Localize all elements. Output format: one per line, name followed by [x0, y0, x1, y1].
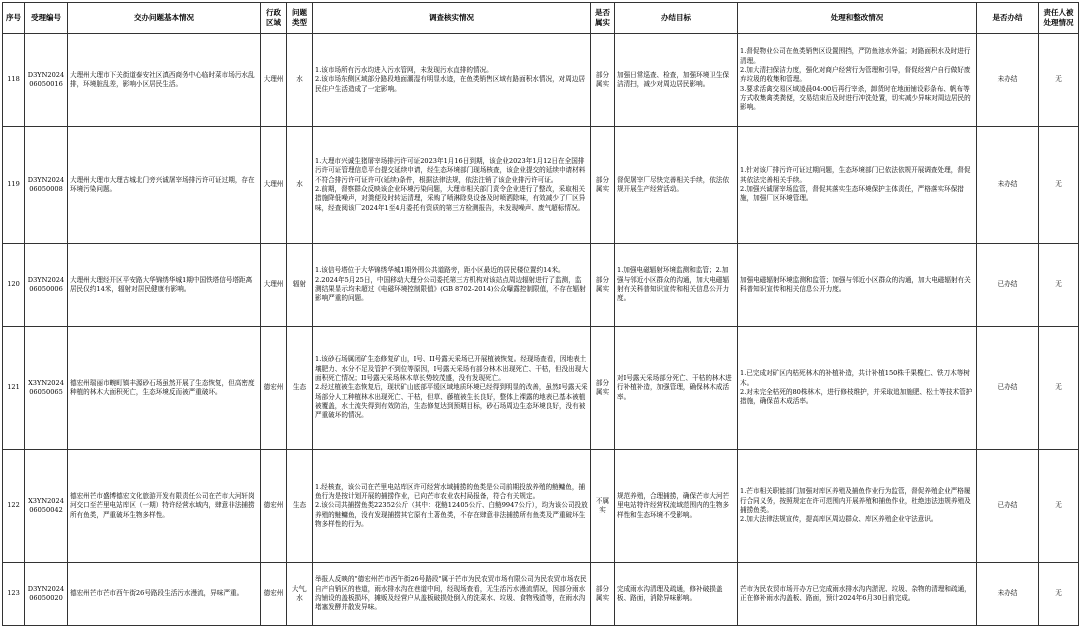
- report-table-wrapper: [2, 2, 1078, 626]
- cell-type: 水: [287, 127, 313, 244]
- cell-accountability: 无: [1039, 327, 1079, 450]
- cell-type: 水: [287, 34, 313, 127]
- cell-closed: 未办结: [977, 563, 1039, 626]
- cell-issue: 大理州大理经开区平安路大华锦绣华城1期中国铁塔信号塔距离居民仅约14米，辐射对居民健康有影响。: [68, 244, 261, 327]
- cell-region: 德宏州: [261, 450, 287, 563]
- cell-issue: 德宏州芒市芒市西午街26号路段生活污水漫流，异味严重。: [68, 563, 261, 626]
- investigation-line: 2.经过植被生态恢复后，现状矿山底部平缓区域地质环境已经得到明显的改善，虽然I号露天采场部分人工种植林木出现死亡、干枯，但草、藤植被生长良好，整体上裸露的地表已基本被植被覆盖，水土流失得到有效防治，生态修复达到预期目标，砂石场周边生态环境良好，没有被严重破坏的情况。: [315, 383, 588, 420]
- table-row: [3, 563, 1079, 626]
- cell-seq: 120: [3, 244, 25, 327]
- cell-accountability: 无: [1039, 244, 1079, 327]
- cell-seq: 123: [3, 563, 25, 626]
- table-row: [3, 244, 1079, 327]
- cell-handling: [738, 244, 977, 327]
- header-row: [3, 3, 1079, 34]
- inspection-table: [2, 2, 1079, 626]
- cell-goal: 完成雨水沟清理及疏通，修补破损盖板、路面，消除异味影响。: [615, 563, 738, 626]
- cell-handling: [738, 563, 977, 626]
- cell-code: D3YN2024 06050008: [25, 127, 68, 244]
- header-type: 问题类型: [287, 3, 313, 34]
- header-goal: 办结目标: [615, 3, 738, 34]
- cell-goal: 规范养殖，合理捕捞，确保芒市大河芒里电站特许经营权流域范围内的生物多样性和生态环境不受影响。: [615, 450, 738, 563]
- header-closed: 是否办结: [977, 3, 1039, 34]
- investigation-line: 1.该砂石场属闭矿生态修复矿山，I号、II号露天采场已开展植被恢复。经现场查看，因地表土壤肥力、水分不足及管护不到位等原因，I号露天采场有部分林木出现死亡、干枯，但没出现大面积死亡情况；II号露天采场林木草长势较茂盛，没有发现死亡。: [315, 355, 588, 383]
- handling-line: 1.针对该厂排污许可证过期问题，生态环境部门已依法依规开展调查处理，督促其依法完善相关手续。: [740, 166, 971, 184]
- handling-line: 1.督促物业公司在鱼类销售区设置围挡，严防鱼池水外溢；对路面积水及时进行清理。: [740, 47, 971, 65]
- investigation-line: 2.2024年5月25日，中国移动大理分公司委托第三方机构对该站点周边辐射进行了监测，监测结果显示均未超过《电磁环境控制限值》(GB 8702-2014)公众曝露控制限值，不存在辐射影响严重的问题。: [315, 275, 586, 303]
- cell-code: X3YN2024 06050042: [25, 450, 68, 563]
- cell-handling: [738, 34, 977, 127]
- cell-closed: 已办结: [977, 244, 1039, 327]
- cell-code: D3YN2024 06050016: [25, 34, 68, 127]
- cell-verified: 部分属实: [591, 34, 615, 127]
- cell-accountability: 无: [1039, 127, 1079, 244]
- cell-seq: 119: [3, 127, 25, 244]
- cell-verified: 部分属实: [591, 563, 615, 626]
- header-accountability: 责任人被处理情况: [1039, 3, 1079, 34]
- cell-handling: [738, 327, 977, 450]
- header-investigation: 调查核实情况: [313, 3, 591, 34]
- header-code: 受理编号: [25, 3, 68, 34]
- cell-investigation: [313, 34, 591, 127]
- cell-closed: 已办结: [977, 450, 1039, 563]
- cell-issue: 德宏州芒市盛博德宏文化旅游开发有限责任公司在芒市大河轩岗河交口至芒里电站库区（一期）特许经营水域内，肆意非法捕捞所有鱼类，严重破坏生物多样性。: [68, 450, 261, 563]
- cell-goal: 1.加强电磁辐射环境监测和监管；2.加强与邻近小区群众的沟通，加大电磁辐射有关科普知识宣传和相关信息公开力度。: [615, 244, 738, 327]
- handling-line: 2.加大清扫保洁力度，强化对商户经营行为管理和引导，督促经营户自行做好废弃垃圾的收集和管理。: [740, 66, 971, 84]
- cell-accountability: 无: [1039, 563, 1079, 626]
- table-row: [3, 34, 1079, 127]
- cell-investigation: [313, 127, 591, 244]
- cell-region: 大理州: [261, 244, 287, 327]
- cell-verified: 部分属实: [591, 327, 615, 450]
- cell-issue: 大理州大理市下关街道泰安社区滇西商务中心临时菜市场污水乱排，环境脏乱差，影响小区居民生活。: [68, 34, 261, 127]
- investigation-line: 1.该信号塔位于大华锦绣华城1期外围公共道路旁，距小区最近的居民楼位置约14米。: [315, 266, 565, 275]
- table-row: [3, 327, 1079, 450]
- cell-investigation: [313, 327, 591, 450]
- cell-code: D3YN2024 06050006: [25, 244, 68, 327]
- cell-issue: 德宏州瑞丽市畹町镇丰源砂石场虽然开展了生态恢复，但高密度种植的林木大面积死亡，生态环境反而被严重破坏。: [68, 327, 261, 450]
- handling-line: 3.要求活禽交易区域凌晨04:00后再行宰杀，卸货时在地面铺设彩条布、帆布等方式收集禽类粪便，交易结束后及时进行冲洗处置，切实减少异味对周边居民的影响。: [740, 84, 971, 112]
- investigation-line: 2.前期，督察群众反映该企业环境污染问题，大理市相关部门责令企业进行了整改，采取相关措施降低噪声，对粪便及时转运清理，采购了喷淋除臭设备及时喷洒除味，有效减少了厂区异味，经查阅该厂2024年1至4月委托有资质的第三方检测报告，未发现噪声、废气超标情况。: [315, 185, 586, 212]
- handling-line: 加强电磁辐射环境监测和监管；加强与邻近小区群众的沟通，加大电磁辐射有关科普知识宣传和相关信息公开力度。: [740, 275, 971, 293]
- cell-accountability: 无: [1039, 34, 1079, 127]
- cell-region: 德宏州: [261, 327, 287, 450]
- handling-line: 芒市为民农贸市场开办方已完成雨水排水沟内淤泥、垃圾、杂物的清理和疏通，正在修补雨水沟盖板、路面，预计2024年6月30日前完成。: [740, 584, 971, 602]
- cell-region: 大理州: [261, 34, 287, 127]
- cell-verified: 部分属实: [591, 127, 615, 244]
- cell-type: 生态: [287, 327, 313, 450]
- handling-line: 1.已完成对矿区内枯死林木的补植补造，共计补植150株千果榄仁、铁刀木等树木。: [740, 369, 970, 387]
- cell-type: 生态: [287, 450, 313, 563]
- cell-issue: 大理州大理市大理古城北门旁兴诚屠宰场排污许可证过期，存在环境污染问题。: [68, 127, 261, 244]
- investigation-line: 1.大理市兴诚生猪屠宰场排污许可证2023年1月16日到期，该企业2023年1月12日在全国排污许可证管理信息平台提交延续申请，经生态环境部门现场核查，该企业提交的延续申请材料不符合排污许可证许可(延续)条件，根据法律法规，依法注销了该企业排污许可证。: [315, 157, 586, 184]
- cell-investigation: [313, 244, 591, 327]
- handling-line: 1.芒市相关职能部门加强对库区养殖及捕鱼作业行为监管，督促养殖企业严格履行合同义务，按照规定在许可范围内开展养殖和捕鱼作业，杜绝违法违规养殖及捕捞鱼类。: [740, 487, 971, 514]
- cell-closed: 未办结: [977, 127, 1039, 244]
- cell-closed: 未办结: [977, 34, 1039, 127]
- cell-code: D3YN2024 06050020: [25, 563, 68, 626]
- cell-handling: [738, 450, 977, 563]
- cell-code: X3YN2024 06050065: [25, 327, 68, 450]
- cell-verified: 部分属实: [591, 244, 615, 327]
- investigation-line: 1.经核查，该公司在芒里电站库区许可经营水域捕捞的鱼类是公司前期投放养殖的鲢鳙鱼，捕鱼行为是按计划开展的捕捞作业，已向芒市农业农村局报备，符合有关规定。: [315, 482, 586, 501]
- table-row: [3, 450, 1079, 563]
- header-region: 行政区域: [261, 3, 287, 34]
- cell-handling: [738, 127, 977, 244]
- cell-goal: 加强日常巡查、检查，加强环境卫生保洁清扫，减少对周边居民影响。: [615, 34, 738, 127]
- cell-goal: 对I号露天采场部分死亡、干枯的林木进行补植补造，加强管理，确保林木成活率。: [615, 327, 738, 450]
- header-handling: 处理和整改情况: [738, 3, 977, 34]
- header-issue: 交办问题基本情况: [68, 3, 261, 34]
- cell-goal: 督促屠宰厂尽快完善相关手续，依法依规开展生产经营活动。: [615, 127, 738, 244]
- cell-investigation: [313, 450, 591, 563]
- handling-line: 2.加强兴诚屠宰场监管，督促其落实生态环境保护主体责任，严格落实环保措施，加强厂区环境管理。: [740, 185, 964, 203]
- table-row: [3, 127, 1079, 244]
- handling-line: 2.加大法律法规宣传，提高库区周边群众、库区养殖企业守法意识。: [740, 515, 938, 524]
- cell-region: 大理州: [261, 127, 287, 244]
- investigation-line: 2.该公司共捕捞鱼类22352公斤（其中：花鲢12405公斤、白鲢9947公斤），均为该公司投放养殖的鲢鳙鱼，没有发现捕捞其它原有土著鱼类，不存在肆意非法捕捞所有鱼类及严重破坏生物多样性的行为。: [315, 501, 588, 528]
- header-verified: 是否属实: [591, 3, 615, 34]
- cell-type: 辐射: [287, 244, 313, 327]
- cell-verified: 不属实: [591, 450, 615, 563]
- cell-seq: 118: [3, 34, 25, 127]
- investigation-line: 举报人反映的"德宏州芒市西午街26号路段"属于芒市为民农贸市场有限公司为民农贸市场农民自产自销区的巷道，雨水排水沟在巷道中间，经现场查看，无生活污水漫流情况，因部分雨水沟铺设的盖板损坏，摊贩及经营户从盖板破损处倒入的洗菜水、垃圾、食物残渣等，在雨水沟堵塞发酵并散发异味。: [315, 575, 587, 612]
- header-seq: 序号: [3, 3, 25, 34]
- cell-closed: 已办结: [977, 327, 1039, 450]
- cell-investigation: [313, 563, 591, 626]
- cell-type: 大气,水: [287, 563, 313, 626]
- cell-region: 德宏州: [261, 563, 287, 626]
- investigation-line: 2.该市场东侧区域部分路段地面潮湿有明显水迹，在鱼类销售区域有路面积水情况，对周边居民住户生活造成了一定影响。: [315, 75, 586, 93]
- cell-seq: 122: [3, 450, 25, 563]
- handling-line: 2.对未完全枯死的80株林木，进行修枝维护，并采取追加施肥、松土等技术管护措施，确保苗木成活率。: [740, 388, 973, 406]
- cell-seq: 121: [3, 327, 25, 450]
- investigation-line: 1.该市场所有污水均进入污水管网，未发现污水直排的情况。: [315, 66, 493, 75]
- cell-accountability: 无: [1039, 450, 1079, 563]
